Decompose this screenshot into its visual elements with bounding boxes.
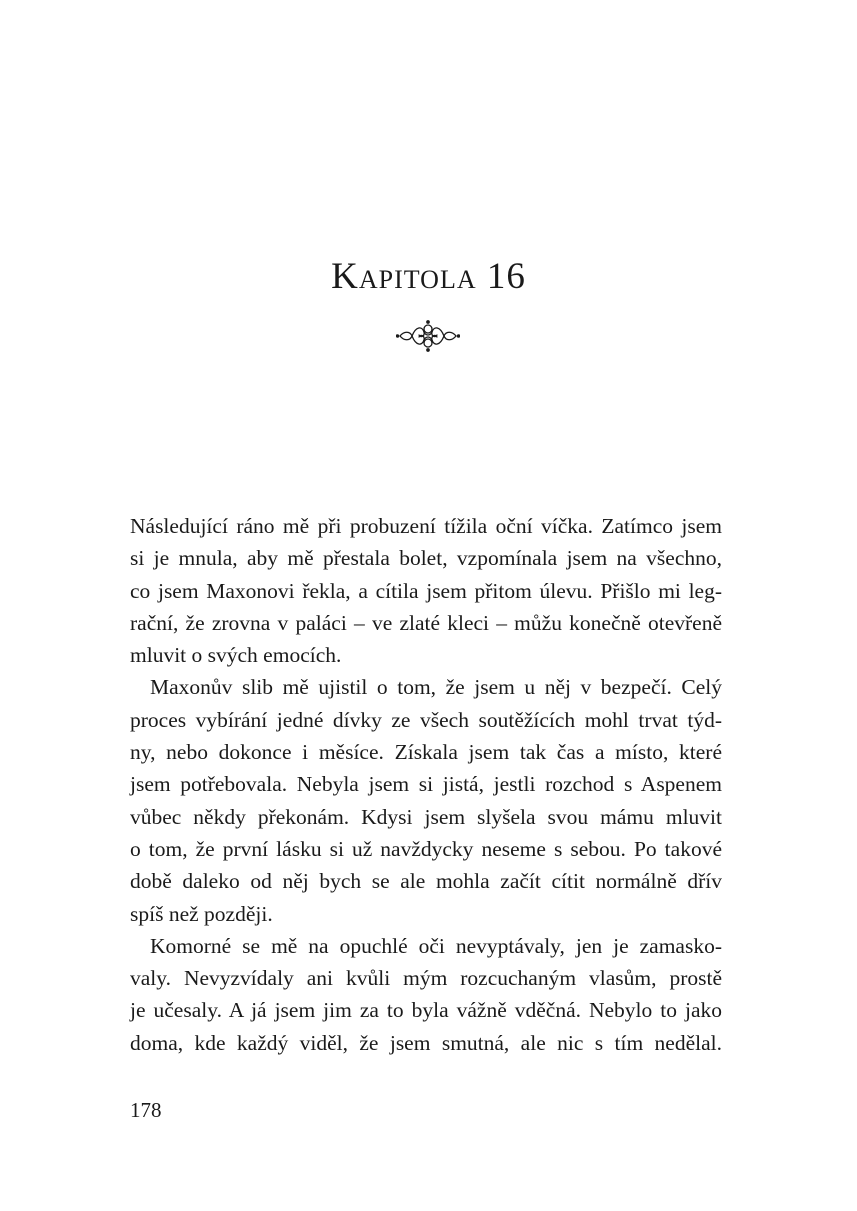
fleuron-ornament-icon <box>396 318 460 354</box>
text-line: Maxonův slib mě ujistil o tom, že jsem u něj v bezpečí. Celý <box>150 675 722 700</box>
text-line: co jsem Maxonovi řekla, a cítila jsem přitom úlevu. Přišlo mi leg- <box>130 578 722 603</box>
paragraph-3 <box>130 930 722 1059</box>
text-line: rační, že zrovna v paláci – ve zlaté kleci – můžu konečně otevřeně <box>130 610 722 635</box>
text-line: o tom, že první lásku si už navždycky neseme s sebou. Po takové <box>130 836 722 861</box>
text-line: jsem potřebovala. Nebyla jsem si jistá, jestli rozchod s Aspenem <box>130 772 722 797</box>
paragraph-2 <box>130 671 722 929</box>
body-text <box>130 510 722 1059</box>
text-line: je učesaly. A já jsem jim za to byla vážně vděčná. Nebylo to jako <box>130 998 722 1023</box>
text-line: době daleko od něj bych se ale mohla začít cítit normálně dřív <box>130 869 722 894</box>
chapter-title: Kapitola 16 <box>331 256 526 297</box>
text-line: ny, nebo dokonce i měsíce. Získala jsem tak čas a místo, které <box>130 740 722 765</box>
text-line: Komorné se mě na opuchlé oči nevyptávaly, jen je zamasko- <box>150 933 722 958</box>
text-line: spíš než později. <box>130 901 273 926</box>
text-line: vůbec někdy překonám. Kdysi jsem slyšela svou mámu mluvit <box>130 804 722 829</box>
paragraph-1 <box>130 510 722 671</box>
text-line: mluvit o svých emocích. <box>130 643 342 668</box>
page-number: 178 <box>130 1098 162 1122</box>
text-line: valy. Nevyzvídaly ani kvůli mým rozcuchaným vlasům, prostě <box>130 966 722 991</box>
text-line: doma, kde každý viděl, že jsem smutná, ale nic s tím nedělal. <box>130 1030 722 1055</box>
text-line: Následující ráno mě při probuzení tížila oční víčka. Zatímco jsem <box>130 514 722 538</box>
text-line: proces vybírání jedné dívky ze všech soutěžících mohl trvat týd- <box>130 707 722 732</box>
text-line: si je mnula, aby mě přestala bolet, vzpomínala jsem na všechno, <box>130 546 722 571</box>
